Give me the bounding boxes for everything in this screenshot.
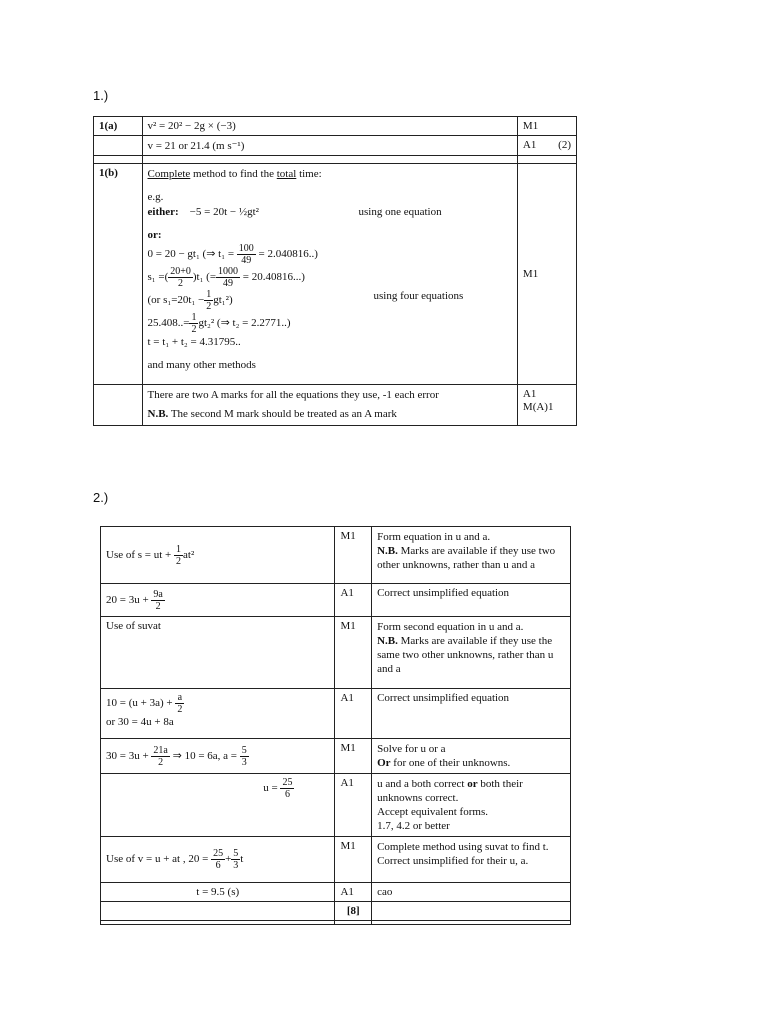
table-row xyxy=(101,837,571,883)
equation: 0 = 20 − gt₁ (⇒ t₁ = $\frac{100}{49}$ = 2.040816..) xyxy=(147,243,318,266)
equation: s₁ =( $\frac{20+0}{2}$ )t₁ (= $\frac{1000}{49}$ = 20.40816...) xyxy=(147,266,305,289)
mark-cell: M1 xyxy=(335,527,372,584)
working-cell: 20 = 3u + $\frac{9a}{2}$ xyxy=(101,584,335,617)
mark: A1 xyxy=(522,139,537,151)
mark-cell xyxy=(517,385,576,426)
comment-cell: Form equation in u and a. N.B. Marks are available if they use two other unknowns, rather than u and a xyxy=(372,527,571,584)
mark-cell xyxy=(517,136,576,156)
table-row xyxy=(101,617,571,689)
working-cell xyxy=(142,136,517,156)
comment-cell: Complete method using suvat to find t. Correct unsimplified for their u, a. xyxy=(372,837,571,883)
question-1-label: 1.) xyxy=(93,88,109,103)
working-cell: t = 9.5 (s) xyxy=(101,883,335,902)
table-row xyxy=(94,156,577,164)
equation: v = 21 or 21.4 (m s⁻¹) xyxy=(147,140,245,152)
or-label: or: xyxy=(147,229,162,241)
table-row xyxy=(101,527,571,584)
mark-cell: M1 xyxy=(335,739,372,774)
question-2-label: 2.) xyxy=(93,490,109,505)
mark-cell xyxy=(517,164,576,385)
table-row xyxy=(101,883,571,902)
part-label: 1(a) xyxy=(94,117,143,136)
eg-label: e.g. xyxy=(147,191,164,203)
comment-cell: cao xyxy=(372,883,571,902)
mark-scheme-table-1 xyxy=(93,116,577,426)
comment-cell: u and a both correct or both their unknowns correct. Accept equivalent forms. 1.7, 4.2 or better xyxy=(372,774,571,837)
mark: M1 xyxy=(522,120,539,132)
equation: t = t₁ + t₂ = 4.31795.. xyxy=(147,336,241,348)
other-methods-note: and many other methods xyxy=(147,359,256,371)
table-row xyxy=(94,164,577,385)
mark-cell: M1 xyxy=(335,617,372,689)
mark: A1 xyxy=(522,388,537,400)
mark: M(A)1 xyxy=(522,401,554,413)
either-line: either: −5 = 20t − ½gt² using one equation xyxy=(147,206,442,218)
table-row xyxy=(101,774,571,837)
mark-cell: A1 xyxy=(335,689,372,739)
note: There are two A marks for all the equations they use, -1 each error xyxy=(147,389,439,401)
table-row xyxy=(101,921,571,925)
working-cell: Use of s = ut + $\frac{1}{2}$ at² xyxy=(101,527,335,584)
part-label xyxy=(94,136,143,156)
note: N.B. The second M mark should be treated as an A mark xyxy=(147,408,397,420)
marks-total: (2) xyxy=(558,139,571,151)
working-cell: 30 = 3u + $\frac{21a}{2}$ ⇒ 10 = 6a, a = $\frac{5}{3}$ xyxy=(101,739,335,774)
comment-cell: Correct unsimplified equation xyxy=(372,584,571,617)
working-cell: u = $\frac{25}{6}$ xyxy=(101,774,335,837)
working-cell: 10 = (u + 3a) + $\frac{a}{2}$ or 30 = 4u + 8a xyxy=(101,689,335,739)
equation: v² = 20² − 2g × (−3) xyxy=(147,120,236,132)
working-cell: Use of suvat xyxy=(101,617,335,689)
mark-scheme-table-2 xyxy=(100,526,571,925)
table-row xyxy=(101,902,571,921)
working-cell xyxy=(101,902,335,921)
part-label xyxy=(94,385,143,426)
method-heading: Complete method to find the total time: xyxy=(147,168,322,180)
table-row xyxy=(94,385,577,426)
mark-cell: M1 xyxy=(335,837,372,883)
mark-cell xyxy=(517,117,576,136)
table-row xyxy=(101,739,571,774)
mark: M1 xyxy=(522,268,539,280)
comment-cell: Solve for u or a Or for one of their unknowns. xyxy=(372,739,571,774)
mark-cell: A1 xyxy=(335,774,372,837)
working-cell xyxy=(142,164,517,385)
table-row xyxy=(94,117,577,136)
working-cell: Use of v = u + at , 20 = $\frac{25}{6}$ + $\frac{5}{3}$ t xyxy=(101,837,335,883)
working-cell xyxy=(142,117,517,136)
comment-cell: Correct unsimplified equation xyxy=(372,689,571,739)
table-row xyxy=(101,689,571,739)
comment-cell xyxy=(372,902,571,921)
comment-cell: Form second equation in u and a. N.B. Marks are available if they use the same two other unknowns, rather than u and a xyxy=(372,617,571,689)
table-row xyxy=(94,136,577,156)
table-row xyxy=(101,584,571,617)
mark-cell: A1 xyxy=(335,883,372,902)
mark-cell: A1 xyxy=(335,584,372,617)
equation: 25.408..= $\frac{1}{2}$ gt₂² (⇒ t₂ = 2.2771..) xyxy=(147,312,291,335)
part-label: 1(b) xyxy=(94,164,143,385)
equation: (or s₁=20t₁ − $\frac{1}{2}$ gt₁²) using four equations xyxy=(147,289,464,312)
notes-cell xyxy=(142,385,517,426)
marks-total: [8] xyxy=(335,902,372,921)
